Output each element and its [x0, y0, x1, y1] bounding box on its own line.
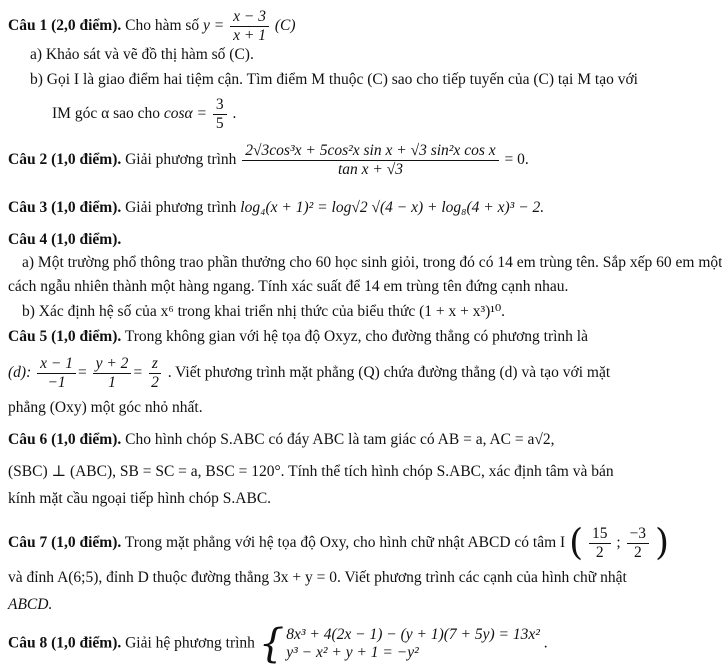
c8-line: [8, 621, 548, 667]
c8-heading: Câu 8 (1,0 điểm).: [8, 634, 122, 652]
c4-a-line1: a) Một trường phổ thông trao phần thưởng cho 60 học sinh giỏi, trong đó có 14 em trùng tên. Sắp xếp 60 em một: [22, 254, 722, 271]
c5-frac2: [93, 355, 132, 392]
c2-num: 2√3cos³x + 5cos²x sin x + √3 sin²x cos x: [242, 142, 498, 161]
c1-intro: Cho hàm số: [125, 17, 200, 35]
c1-b2-end: .: [232, 105, 237, 123]
c5-line3: phẳng (Oxy) một góc nhỏ nhất.: [8, 399, 203, 416]
c7-frac1: [589, 525, 611, 562]
c2-intro: Giải phương trình: [125, 151, 237, 169]
c6-line1: [8, 430, 555, 450]
c5-frac3-num: z: [149, 355, 161, 374]
c4-a-line2: cách ngẫu nhiên thành một hàng ngang. Tính xác suất để 14 em trùng tên đứng cạnh nhau.: [8, 278, 569, 295]
c8-rows: [286, 626, 540, 662]
c6-text1: Cho hình chóp S.ABC có đáy ABC là tam giác có AB = a, AC = a√2,: [125, 431, 555, 448]
c7-frac1-num: 15: [589, 525, 611, 544]
c7-line1: [8, 522, 669, 564]
c5-frac1-num: x − 1: [37, 355, 76, 374]
c2-den: tan x + √3: [337, 161, 403, 178]
c5-text1: Trong không gian với hệ tọa độ Oxyz, cho đường thẳng có phương trình là: [124, 328, 588, 345]
c6-heading: Câu 6 (1,0 điểm).: [8, 431, 122, 448]
c1-b2-den: 5: [215, 115, 224, 132]
c2-line: [8, 142, 529, 179]
c7-heading: Câu 7 (1,0 điểm).: [8, 534, 122, 552]
c4-heading: Câu 4 (1,0 điểm).: [8, 231, 122, 248]
c7-frac2: [627, 525, 650, 562]
c7-lparen: (: [569, 522, 584, 564]
c5-line1: [8, 327, 588, 347]
c8-row2: y³ − x² + y + 1 = −y²: [286, 644, 419, 661]
c7-sep: ;: [616, 534, 621, 552]
c6-line2: (SBC) ⊥ (ABC), SB = SC = a, BSC = 120°. Tính thể tích hình chóp S.ABC, xác định tâm và bán: [8, 463, 614, 480]
c3-intro: Giải phương trình: [125, 199, 237, 216]
c1-part-b-line2: [52, 96, 236, 133]
c1-part-b-line1: b) Gọi I là giao điểm hai tiệm cận. Tìm điểm M thuộc (C) sao cho tiếp tuyến của (C) tại M tạo với: [30, 71, 638, 88]
c7-frac2-den: 2: [633, 544, 642, 561]
c2-heading: Câu 2 (1,0 điểm).: [8, 151, 122, 169]
c4-b-line: b) Xác định hệ số của x⁶ trong khai triển nhị thức của biểu thức (1 + x + x³)¹⁰.: [22, 303, 506, 320]
c3-equation: log₄(x + 1)² = log√2 √(4 − x) + log₈(4 + x)³ − 2.: [240, 199, 545, 216]
c1-part-a: a) Khảo sát và vẽ đồ thị hàm số (C).: [30, 46, 254, 63]
c8-brace: {: [258, 621, 285, 667]
c1-func-num: x − 3: [230, 8, 269, 27]
c5-frac2-num: y + 2: [93, 355, 132, 374]
c1-func-den: x + 1: [233, 27, 266, 44]
c5-frac3-den: 2: [151, 374, 159, 391]
c1-func-lhs: y =: [203, 17, 225, 35]
c5-frac1: [37, 355, 76, 392]
c5-frac2-den: 1: [108, 374, 116, 391]
c3-heading: Câu 3 (1,0 điểm).: [8, 199, 122, 216]
c8-system: [258, 621, 540, 667]
c1-heading: Câu 1 (2,0 điểm).: [8, 17, 122, 35]
c7-line3: ABCD.: [8, 596, 53, 613]
c5-d: (d):: [8, 364, 32, 382]
c1-b2-text: IM góc α sao cho: [52, 105, 160, 123]
c5-frac3: [148, 355, 162, 392]
c1-b2-num: 3: [213, 96, 227, 115]
c8-end: .: [543, 634, 548, 652]
c3-line: [8, 198, 544, 218]
c2-fraction: [242, 142, 498, 179]
c8-intro: Giải hệ phương trình: [125, 634, 255, 652]
c5-heading: Câu 5 (1,0 điểm).: [8, 328, 122, 345]
c7-frac1-den: 2: [595, 544, 604, 561]
c7-text1: Trong mặt phẳng với hệ tọa độ Oxy, cho hình chữ nhật ABCD có tâm I: [124, 534, 566, 552]
c1-b2-fraction: [213, 96, 227, 133]
c5-line2: (d): $\frac{x - 1}{-1}$ = $\frac{y + 2}{1}$ = $\frac{z}{2}$ . Viết phương trình mặt phẳng (Q) chứa đường thẳng (d) và tạo với mặt: [8, 355, 611, 391]
c7-frac2-num: −3: [627, 525, 650, 544]
c7-rparen: ): [654, 522, 669, 564]
c1-line1: [8, 8, 296, 45]
c5-frac1-den: −1: [47, 374, 66, 391]
c1-func-fraction: [230, 8, 269, 45]
c6-line3: kính mặt cầu ngoại tiếp hình chóp S.ABC.: [8, 490, 272, 507]
c1-b2-cos: cosα =: [163, 105, 208, 123]
c7-line2: và đỉnh A(6;5), đỉnh D thuộc đường thẳng 3x + y = 0. Viết phương trình các cạnh của hình chữ nhật: [8, 569, 627, 586]
c8-row1: 8x³ + 4(2x − 1) − (y + 1)(7 + 5y) = 13x²: [286, 626, 540, 643]
c5-text2: . Viết phương trình mặt phẳng (Q) chứa đường thẳng (d) và tạo với mặt: [167, 364, 611, 382]
c2-tail: = 0.: [504, 151, 529, 169]
c1-func-tail: (C): [274, 17, 296, 35]
